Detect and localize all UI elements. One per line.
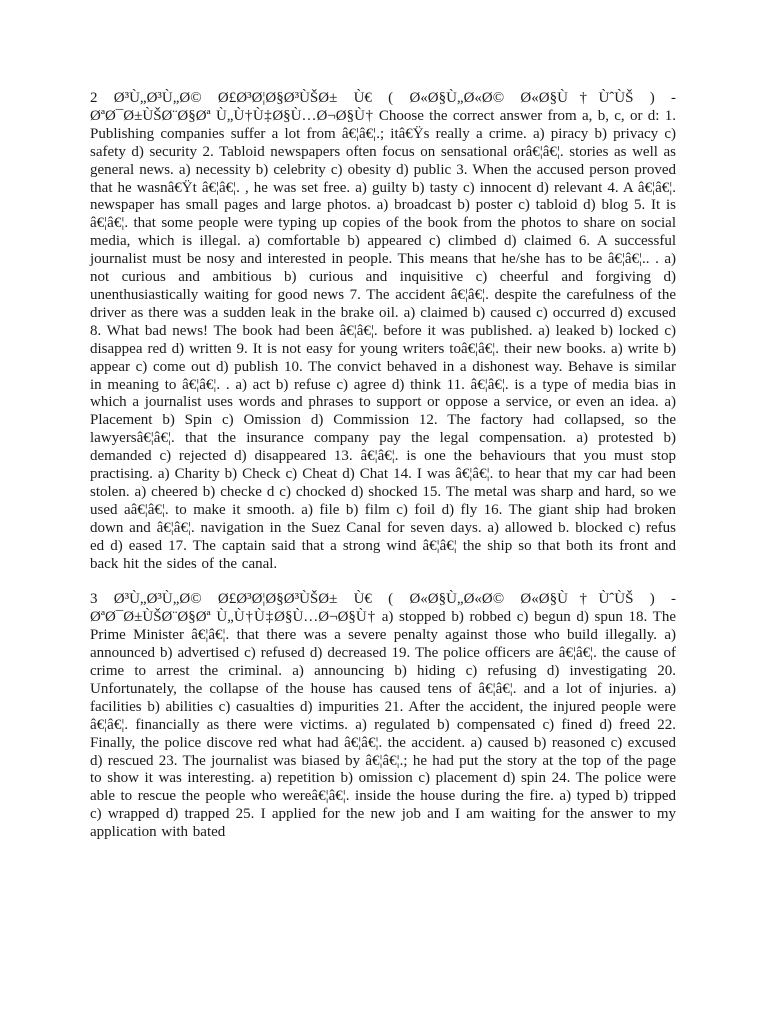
question-block-page-3: 3 Ø³Ù„Ø³Ù„Ø© Ø£Ø³Ø¦Ø§Ø³ÙŠØ± Ù€ ( Ø«Ø§Ù„Ø«Ø© Ø«Ø§Ù†ÙˆÙŠ ) - ØªØ¯Ø±ÙŠØ¨Ø§Øª Ù„Ù†Ù‡Ø§Ù…Ø¬Ø§Ù† a) stopped b) robbed c) begun d) spun 18. The Prime Minister â€¦â€¦. that there was a severe penalty against those who build illegally. a) announced b) advertised c) refused d) decreased 19. The police officers are â€¦â€¦. the cause of crime to arrest the criminal. a) announcing b) hiding c) refusing d) investigating 20. Unfortunately, the collapse of the house has caused tens of â€¦â€¦. and a lot of injuries. a) facilities b) abilities c) casualties d) impurities 21. After the accident, the injured people were â€¦â€¦. financially as there were victims. a) regulated b) compensated c) fined d) freed 22. Finally, the police discove red what had â€¦â€¦. the accident. a) caused b) reasoned c) excused d) rescued 23. The journalist was biased by â€¦â€¦.; he had put the story at the top of the page to show it was interesting. a) repetition b) omission c) placement d) spin 24. The police were able to rescue the people who wereâ€¦â€¦. inside the house during the fire. a) typed b) tripped c) wrapped d) trapped 25. I applied for the new job and I am waiting for the answer to my application with bated (90, 591, 676, 841)
document-page (90, 90, 676, 842)
question-block-page-2: 2 Ø³Ù„Ø³Ù„Ø© Ø£Ø³Ø¦Ø§Ø³ÙŠØ± Ù€ ( Ø«Ø§Ù„Ø«Ø© Ø«Ø§Ù†ÙˆÙŠ ) - ØªØ¯Ø±ÙŠØ¨Ø§Øª Ù„Ù†Ù‡Ø§Ù…Ø¬Ø§Ù† Choose the correct answer from a, b, c, or d: 1. Publishing companies suffer a lot from â€¦â€¦.; itâ€Ÿs really a crime. a) piracy b) privacy c) safety d) security 2. Tabloid newspapers often focus on sensational orâ€¦â€¦. stories as well as general news. a) necessity b) celebrity c) obesity d) public 3. When the accused person proved that he wasnâ€Ÿt â€¦â€¦. , he was set free. a) guilty b) tasty c) innocent d) relevant 4. A â€¦â€¦. newspaper has small pages and large photos. a) broadcast b) poster c) tabloid d) blog 5. It is â€¦â€¦. that some people were typing up copies of the book from the photos to share on social media, which is illegal. a) comfortable b) appeared c) climbed d) claimed 6. A successful journalist must be nosy and interested in people. This means that he/she has to be â€¦â€¦.. . a) not curious and ambitious b) curious and inquisitive c) cheerful and forgiving d) unenthusiastically waiting for good news 7. The accident â€¦â€¦. despite the carefulness of the driver as there was a sudden leak in the brake oil. a) claimed b) caused c) occurred d) excused 8. What bad news! The book had been â€¦â€¦. before it was published. a) leaked b) locked c) disappea red d) written 9. It is not easy for young writers toâ€¦â€¦. their new books. a) write b) appear c) come out d) publish 10. The convict behaved in a dishonest way. Behave is similar in meaning to â€¦â€¦. . a) act b) refuse c) agree d) think 11. â€¦â€¦. is a type of media bias in which a journalist uses words and phrases to support or oppose a service, or even an idea. a) Placement b) Spin c) Omission d) Commission 12. The factory had collapsed, so the lawyersâ€¦â€¦. that the insurance company pay the legal compensation. a) protested b) demanded c) rejected d) disappeared 13. â€¦â€¦. is one the behaviours that you must stop practising. a) Charity b) Check c) Cheat d) Chat 14. I was â€¦â€¦. to hear that my car had been stolen. a) cheered b) checke d c) chocked d) shocked 15. The metal was sharp and hard, so we used aâ€¦â€¦. to make it smooth. a) file b) film c) foil d) fly 16. The giant ship had broken down and â€¦â€¦. navigation in the Suez Canal for seven days. a) allowed b. blocked c) refus ed d) eased 17. The captain said that a strong wind â€¦â€¦ the ship so that both its front and back hit the sides of the canal. (90, 90, 676, 572)
